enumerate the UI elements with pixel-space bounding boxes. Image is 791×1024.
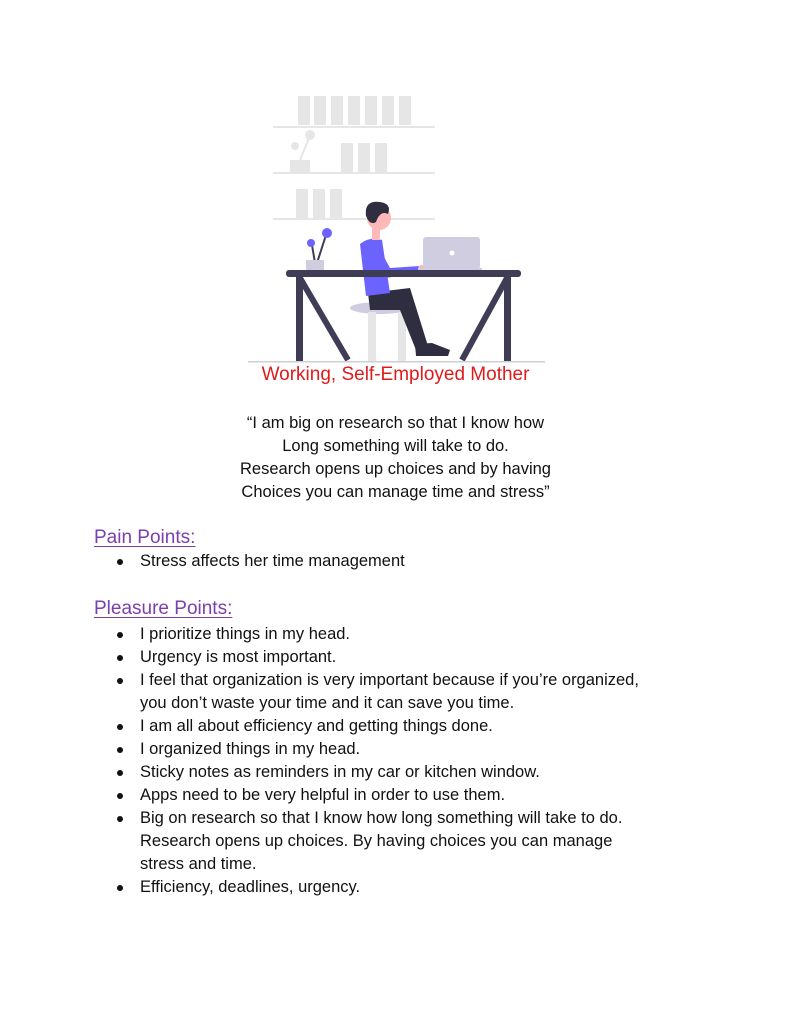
- shelf-top: [273, 96, 435, 128]
- persona-title: Working, Self-Employed Mother: [261, 364, 530, 385]
- list-item-text: I prioritize things in my head.: [140, 625, 351, 643]
- list-item: [117, 623, 717, 646]
- persona-quote: [0, 412, 791, 504]
- list-item-text: you don’t waste your time and it can save you time.: [140, 694, 515, 712]
- list-item-text: Efficiency, deadlines, urgency.: [140, 878, 361, 896]
- list-item: [117, 669, 717, 715]
- list-item: [117, 550, 717, 573]
- list-item: [117, 761, 717, 784]
- quote-line: “I am big on research so that I know how: [246, 414, 545, 432]
- list-item-text: Apps need to be very helpful in order to use them.: [140, 786, 506, 804]
- list-item-text: Big on research so that I know how long something will take to do.: [140, 809, 623, 827]
- list-item-text: Urgency is most important.: [140, 648, 337, 666]
- list-item-text: stress and time.: [140, 855, 257, 873]
- working-mother-illustration: [240, 88, 550, 366]
- list-item-text: Research opens up choices. By having choices you can manage: [140, 832, 613, 850]
- quote-line: Long something will take to do.: [282, 437, 509, 455]
- list-item: [117, 876, 717, 899]
- list-item: [117, 784, 717, 807]
- list-item: [117, 738, 717, 761]
- plant: [306, 228, 332, 270]
- shelf-middle: [273, 130, 435, 174]
- list-item-text: I feel that organization is very important because if you’re organized,: [140, 671, 639, 689]
- list-item-text: I organized things in my head.: [140, 740, 361, 758]
- pleasure-points-list: [117, 623, 717, 899]
- list-item: [117, 646, 717, 669]
- quote-line: Choices you can manage time and stress”: [241, 483, 550, 501]
- list-item-text: Stress affects her time management: [140, 552, 405, 570]
- quote-line: Research opens up choices and by having: [240, 460, 551, 478]
- list-item: [117, 715, 717, 738]
- shelf-bottom: [273, 189, 435, 220]
- list-item-text: Sticky notes as reminders in my car or kitchen window.: [140, 763, 540, 781]
- pleasure-points-heading: Pleasure Points:: [94, 598, 233, 619]
- pain-points-heading: Pain Points:: [94, 527, 196, 548]
- pain-points-list: [117, 550, 717, 573]
- list-item-text: I am all about efficiency and getting things done.: [140, 717, 493, 735]
- laptop: [418, 237, 482, 271]
- list-item: [117, 807, 717, 876]
- floor-line: [248, 361, 545, 363]
